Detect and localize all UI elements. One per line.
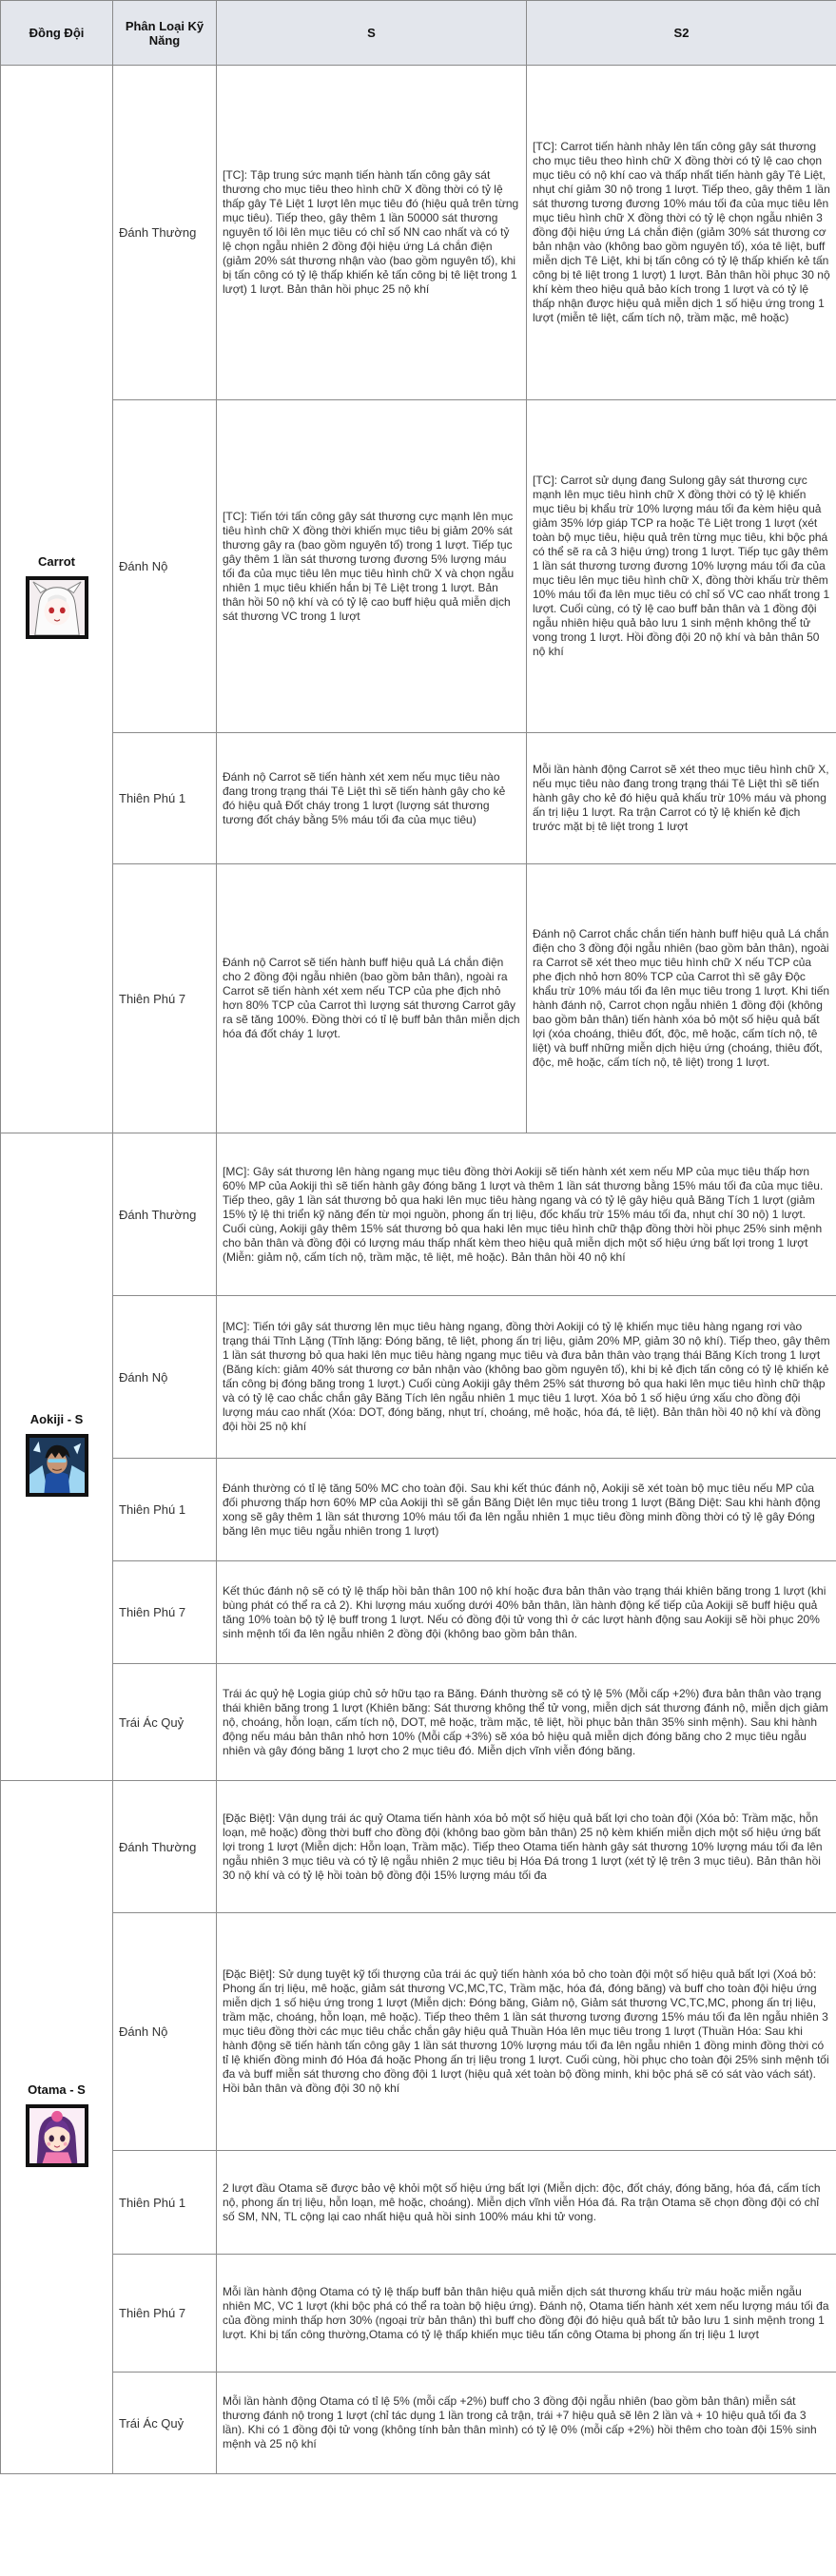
character-name: Carrot [37, 554, 75, 569]
skill-s2: [TC]: Carrot sử dụng đang Sulong gây sát thương cực mạnh lên mục tiêu hình chữ X đồng thời có tỷ lệ khiến mục tiêu bị khẩu trừ 10% lượng máu tối đa kèm hiệu quả giảm 35% lớp giáp TCP ra hoặc Tê Liệt trong 1 lượt (xét toàn bộ mục tiêu, hiệu quả trên từng mục tiêu, khi bộc phá có thể sẽ ra cả 3 hiệu ứng) trong 1 lượt. Tiếp tục gây thêm 1 lần sát thương tương đương 10% lượng máu tối đa của mục tiêu lên mục tiêu hình chữ X, đồng thời khấu trừ thêm 10% máu tối đa lên mục tiêu có chỉ số VC cao nhất trong 1 lượt. Cuối cùng, có tỷ lệ cao buff bản thân và 1 đồng đội ngẫu nhiên hiệu quả bảo lưu 1 sinh mệnh không thể tử vong trong 1 lượt. Hồi đồng đội 20 nộ khí và bản thân 50 nộ khí [527, 400, 836, 733]
table-row [1, 1561, 836, 1664]
header-s2: S2 [527, 1, 836, 66]
skill-s2: [TC]: Carrot tiến hành nhảy lên tấn công gây sát thương cho mục tiêu theo hình chữ X đồng thời có tỷ lệ cao chọn mục tiêu có nộ khí cao và thấp nhất tiến hành gây Tê Liệt, nhụt chí giảm 30 nộ trong 1 lượt. Tiếp theo, gây thêm 1 lần sát thương tương đương 10% máu tối đa của mục tiêu lên mục tiêu hình chữ X đồng thời có tỷ lệ chọn ngẫu nhiên 3 đồng đội hiệu ứng Lá chắn điện (giảm 30% sát thương cơ bản nhận vào (không bao gồm nguyên tố), xóa tê liệt, buff miễn dịch Tê Liệt, khi bị tấn công có tỷ lệ thấp khiến kẻ tấn công bị tê liệt trong 1 lượt) 1 lượt. Bản thân hồi phục 30 nộ khí kèm theo hiệu quả bảo kích trong 1 lượt và có tỷ lệ thấp nhận được hiệu quả miễn dịch 1 số hiệu ứng trong 1 lượt (miễn tê liệt, cấm tích nộ, trầm mặc, mê hoặc) [527, 66, 836, 400]
skill-category: Đánh Thường [113, 1133, 217, 1296]
skill-description: Đánh thường có tỉ lệ tăng 50% MC cho toàn đội. Sau khi kết thúc đánh nộ, Aokiji sẽ xét toàn bộ mục tiêu nếu MP của đối phương thấp hơn 60% MP của Aokiji thì sẽ gắn Băng Diệt lên mục tiêu trong 1 lượt (Băng Diệt: Sau khi hành động xong sẽ gây thêm 1 lần sát thương 10% máu tối đa lên ngẫu nhiên 1 mục tiêu đồng minh đồng thời có tỷ lệ gây Đóng băng lên mục tiêu ngẫu nhiên trong 1 lượt) [217, 1459, 836, 1561]
skill-category: Trái Ác Quỷ [113, 2373, 217, 2474]
table-row [1, 1459, 836, 1561]
skill-s: [TC]: Tập trung sức mạnh tiến hành tấn công gây sát thương cho mục tiêu theo hình chữ X đồng thời có tỷ lệ thấp gây Tê Liệt 1 lượt lên mục tiêu đó (hiệu quả trên từng mục tiêu). Tiếp theo, gây thêm 1 lần 50000 sát thương nguyên tố lôi lên mục tiêu có chỉ số NN cao nhất và có tỷ lệ chọn ngẫu nhiên 2 đồng đội hiệu ứng Lá chắn điện (giảm 20% sát thương nhận vào (bao gồm nguyên tố), khi bị tấn công có tỷ lệ thấp khiến kẻ tấn công bị tê liệt trong 1 lượt) 1 lượt. Bản thân hồi phục 25 nộ khí [217, 66, 527, 400]
skill-description: Mỗi lần hành động Otama có tỷ lệ thấp buff bản thân hiệu quả miễn dịch sát thương khấu trừ máu hoặc miễn ngẫu nhiên MC, VC 1 lượt (khi bộc phá có thể ra toàn bộ hiệu ứng). Đánh nộ, Otama tiến hành xét xem nếu lượng máu tối đa của đồng minh thấp hơn 30% (ngoại trừ bản thân) thì buff cho đồng đội đó hiệu quả bất tử bảo lưu 1 sinh mệnh trong 1 lượt. Khi bị tấn công thường,Otama có tỷ lệ thấp khiến mục tiêu tấn công Otama bị phong ấn trị liệu 1 lượt [217, 2255, 836, 2373]
skill-description: Trái ác quỷ hệ Logia giúp chủ sở hữu tạo ra Băng. Đánh thường sẽ có tỷ lệ 5% (Mỗi cấp +2%) đưa bản thân vào trạng thái khiên băng trong 1 lượt (Khiên băng: Sát thương không thể tử vong, miễn dịch sát thương đánh nộ, miễn dịch giảm nộ, choáng, hỗn loạn, cấm tích nộ, DOT, mê hoặc, trầm mặc, tê liệt, hồi phục bản thân 35% sinh mệnh). Sau khi hành động nếu máu bản thân nhỏ hơn 10% (Mỗi cấp +3%) sẽ xóa bỏ hiệu quả miễn dịch đóng băng cho 2 mục tiêu ngẫu nhiên và gây đóng băng 1 lượt cho 2 mục tiêu đó. Miễn dịch vĩnh viễn đóng băng. [217, 1664, 836, 1781]
skill-category: Đánh Nộ [113, 400, 217, 733]
table-row [1, 1781, 836, 1913]
skill-category: Đánh Thường [113, 66, 217, 400]
header-teammate: Đồng Đội [1, 1, 113, 66]
table-row [1, 2255, 836, 2373]
table-row [1, 733, 836, 864]
skill-description: [MC]: Tiến tới gây sát thương lên mục tiêu hàng ngang, đồng thời Aokiji có tỷ lệ khiến mục tiêu hàng ngang rơi vào trạng thái Tĩnh Lặng (Tĩnh lặng: Đóng băng, tê liệt, phong ấn trị liệu, giảm 20% MP, giảm 30 nộ khí). Tiếp theo, gây thêm 1 lần sát thương bỏ qua haki lên mục tiêu hàng ngang mục tiêu và đưa bản thân vào trạng thái Băng Kích trong 1 lượt (Băng kích: giảm 40% sát thương cơ bản nhận vào (không bao gồm nguyên tố), khi bị kẻ địch tấn công có tỷ lệ khiến kẻ tấn công bị đóng băng trong 1 lượt.) Cuối cùng Aokiji gây thêm 25% sát thương bỏ qua haki lên mục tiêu hình chữ thập và có tỷ lệ cao chắc chắn gây Băng Tích lên ngẫu nhiên 1 mục tiêu 1 lượt. Xóa bỏ 1 số hiệu ứng xấu cho đồng đội lượng máu cao nhất (Xóa: DOT, đóng băng, nhụt trí, choáng, mê hoặc, hóa đá, tê liệt). Bản thân hồi 40 nộ khí và đồng đội hồi 25 nộ khí [217, 1296, 836, 1459]
skill-description: [MC]: Gây sát thương lên hàng ngang mục tiêu đồng thời Aokiji sẽ tiến hành xét xem nếu MP của mục tiêu thấp hơn 60% MP của Aokiji thì sẽ tiến hành gây đóng băng 1 lượt và thêm 1 lần sát thương bằng 15% máu tối đa của mục tiêu. Tiếp theo, gây 1 lần sát thương bỏ qua haki lên mục tiêu hàng ngang và có tỷ lệ gây hiệu quả Băng Tích 1 lượt (giảm 15% tỷ lệ thi triển kỹ năng đến từ mọi nguồn, phong ấn trị liệu, đốc khấu trừ 15% máu tối đa, nhụt chí 30 nộ) 1 lượt. Cuối cùng, Aokiji gây thêm 15% sát thương bỏ qua haki lên mục tiêu hình chữ thập đồng thời hồi phục 25% sinh mệnh cho bản thân và đồng đội có lượng máu thấp nhất kèm theo hiệu quả miễn dịch một số hiệu ứng bất lợi trong 1 lượt (Miễn: giảm nộ, cấm tích nộ, trầm mặc, tê liệt, mê hoặc). Bản thân hồi 40 nộ khí [217, 1133, 836, 1296]
header-row [1, 1, 836, 66]
character-cell-otama [1, 1781, 113, 2474]
table-row [1, 2151, 836, 2255]
skill-s2: Đánh nộ Carrot chắc chắn tiến hành buff hiệu quả Lá chắn điện cho 3 đồng đội ngẫu nhiên (bao gồm bản thân), ngoài ra Carrot sẽ xét theo mục tiêu hình chữ X nếu TCP của phe địch nhỏ hơn 80% TCP của Carrot thì sẽ gây Độc khẩu trừ 10% máu tối đa lên mục tiêu trong 1 lượt. Khi tiến hành đánh nộ, Carrot chọn ngẫu nhiên 1 đồng đội (không bao gồm bản thân) tiến hành xóa bỏ một số hiệu quả bất lợi (xóa choáng, thiêu đốt, độc, mê hoặc, cấm tích nộ, tê liệt) và buff những miễn dịch hiệu ứng (choáng, thiêu đốt, độc, mê hoặc, cấm tích nộ, tê liệt) trong 1 lượt. [527, 864, 836, 1133]
character-cell-aokiji [1, 1133, 113, 1781]
skill-category: Đánh Thường [113, 1781, 217, 1913]
header-s: S [217, 1, 527, 66]
table-row [1, 66, 836, 400]
skill-description: 2 lượt đầu Otama sẽ được bảo vệ khỏi một số hiệu ứng bất lợi (Miễn dịch: độc, đốt cháy, đóng băng, hóa đá, cấm tích nộ, phong ấn trị liệu, hỗn loạn, mê hoặc, choáng). Miễn dịch vĩnh viễn Hóa đá. Ra trận Otama sẽ chọn đồng đội có chỉ số SM, NN, TL cộng lại cao nhất hiệu quả hồi sinh 100% máu khi tử vong. [217, 2151, 836, 2255]
skill-s: Đánh nộ Carrot sẽ tiến hành buff hiệu quả Lá chắn điện cho 2 đồng đội ngẫu nhiên (bao gồm bản thân), ngoài ra Carrot sẽ tiến hành xét xem nếu TCP của phe địch nhỏ hơn 80% TCP của Carrot thì lượng sát thương Carrot gây ra sẽ tăng 100%. Đồng thời có tỉ lệ buff bản thân miễn dịch hóa đá đốt cháy 1 lượt. [217, 864, 527, 1133]
table-row [1, 1913, 836, 2151]
character-cell-carrot [1, 66, 113, 1133]
skill-category: Thiên Phú 7 [113, 2255, 217, 2373]
skill-category: Trái Ác Quỷ [113, 1664, 217, 1781]
character-name: Aokiji - S [29, 1412, 84, 1426]
skill-s: Đánh nộ Carrot sẽ tiến hành xét xem nếu mục tiêu nào đang trong trạng thái Tê Liệt thì sẽ tiến hành gây cho kẻ đó hiệu quả Đốt cháy trong 1 lượt (lượng sát thương tương đốt cháy bằng 5% máu tối đa của mục tiêu) [217, 733, 527, 864]
skill-category: Thiên Phú 7 [113, 1561, 217, 1664]
table-row [1, 1133, 836, 1296]
carrot-portrait [26, 576, 88, 639]
skill-s2: Mỗi lần hành động Carrot sẽ xét theo mục tiêu hình chữ X, nếu mục tiêu nào đang trong trạng thái Tê Liệt thì sẽ tiến hành gây cho kẻ đó hiệu quả khấu trừ 10% máu và phong ấn trị liệu 1 lượt. Ra trận Carrot có tỷ lệ khiến kẻ địch trước mặt bị tê liệt trong 1 lượt [527, 733, 836, 864]
table-row [1, 864, 836, 1133]
skill-category: Đánh Nộ [113, 1296, 217, 1459]
table-row [1, 1296, 836, 1459]
character-name: Otama - S [28, 2082, 86, 2097]
table-row [1, 2373, 836, 2474]
table-row [1, 1664, 836, 1781]
skill-description: [Đặc Biệt]: Vận dụng trái ác quỷ Otama tiến hành xóa bỏ một số hiệu quả bất lợi cho toàn đội (Xóa bỏ: Trầm mặc, hỗn loạn, mê hoặc) đồng thời buff cho đồng đội (không bao gồm bản thân) 25 nộ kèm khiến miễn dịch một số hiệu ứng bất lợi trong 1 lượt (Miễn dịch: Hỗn loạn, Trầm mặc). Tiếp theo Otama tiến hành gây sát thương 10% lượng máu tối đa lên ngẫu nhiên 3 mục tiêu và có tỷ lệ ngẫu nhiên 2 mục tiêu bị Hóa Đá trong 1 lượt (xét tỷ lệ trên 3 mục tiêu). Bản thân hồi 30 nộ khí và có tỷ lệ hồi toàn bộ đồng đội 15% lượng máu tối đa [217, 1781, 836, 1913]
skill-description: Mỗi lần hành động Otama có tỉ lệ 5% (mỗi cấp +2%) buff cho 3 đồng đội ngẫu nhiên (bao gồm bản thân) miễn sát thương đánh nộ trong 1 lượt (chỉ tác dụng 1 lần trong cả trận, trái +7 hiệu quả sẽ lên 2 lần và + 10 hiệu quả tối đa 3 lần). Khi có 1 đồng đội tử vong (không tính bản thân mình) có tỷ lệ 0% (mỗi cấp +2%) hồi thêm cho toàn đội 15% sinh mệnh và 25 nộ khí [217, 2373, 836, 2474]
skill-category: Thiên Phú 1 [113, 733, 217, 864]
skill-category: Thiên Phú 1 [113, 1459, 217, 1561]
skill-description: [Đặc Biệt]: Sử dụng tuyệt kỹ tối thượng của trái ác quỷ tiến hành xóa bỏ cho toàn đội một số hiệu quả bất lợi (Xoá bỏ: Phong ấn trị liệu, mê hoặc, giảm sát thương VC,MC,TC, Trầm mặc, hóa đá, đóng băng) và buff cho toàn đội hiệu ứng miễn dịch 1 số hiệu ứng trong 1 lượt (Miễn dịch: Đóng băng, Giảm nộ, Giảm sát thương VC,TC,MC, phong ấn trị liệu, trầm mặc, choáng, hỗn loạn, mê hoặc). Tiếp theo thêm 1 lần sát thương tương đương 15% máu tối đa lên ngẫu nhiên 3 mục tiêu đồng thời các mục tiêu chắc chắn gây hiệu quả Thuần Hóa lên mục tiêu trong 1 lượt (Thuần Hóa: Sau khi hành động sẽ tiến hành tấn công gây 1 lần sát thương 10% lượng máu tối đa lên ngẫu nhiên 1 đồng minh đồng thời có tỉ lệ khiến đồng minh đó Hóa đá hoặc Phong ấn trị liệu trong 1 lượt. Cuối cùng, hồi phục cho toàn đội 25% sinh mệnh tối đa và buff miễn sát thương cho đồng đội 1 lượt (hiệu quả xét toàn bộ đồng minh, khi bộc phá sẽ có sát vào vách sát). Hồi bản thân và đồng đội 30 nộ khí [217, 1913, 836, 2151]
header-skill-type: Phân Loại Kỹ Năng [113, 1, 217, 66]
otama-portrait [26, 2104, 88, 2167]
aokiji-portrait [26, 1434, 88, 1497]
skill-description: Kết thúc đánh nộ sẽ có tỷ lệ thấp hồi bản thân 100 nộ khí hoặc đưa bản thân vào trạng thái khiên băng trong 1 lượt (khi bùng phát có thể ra cả 2). Khi lượng máu xuống dưới 40% bản thân, lần hành động kế tiếp của Aokiji sẽ buff hiệu quả tăng 10% toàn bộ tỷ lệ buff trong 1 lượt. Nếu có đồng đội tử vong thì ở các lượt hành động sau Aokiji sẽ hồi phục 20% sinh mệnh tối đa lên ngẫu nhiên 2 đồng đội (không bao gồm bản thân. [217, 1561, 836, 1664]
skill-category: Đánh Nộ [113, 1913, 217, 2151]
skill-s: [TC]: Tiến tới tấn công gây sát thương cực mạnh lên mục tiêu hình chữ X đồng thời khiến mục tiêu bị giảm 20% sát thương gây ra (bao gồm nguyên tố) trong 1 lượt. Tiếp tục gây thêm 1 lần sát thương tương đương 5% lượng máu tối đa của mục tiêu lên mục tiêu hình chữ X và chọn ngẫu nhiên 1 mục tiêu khiến hắn bị Tê Liệt trong 1 lượt. Bản thân hồi 50 nộ khí và có tỷ lệ cao buff hiệu quả miễn dịch sát thương VC trong 1 lượt [217, 400, 527, 733]
skill-category: Thiên Phú 7 [113, 864, 217, 1133]
table-row [1, 400, 836, 733]
skill-category: Thiên Phú 1 [113, 2151, 217, 2255]
